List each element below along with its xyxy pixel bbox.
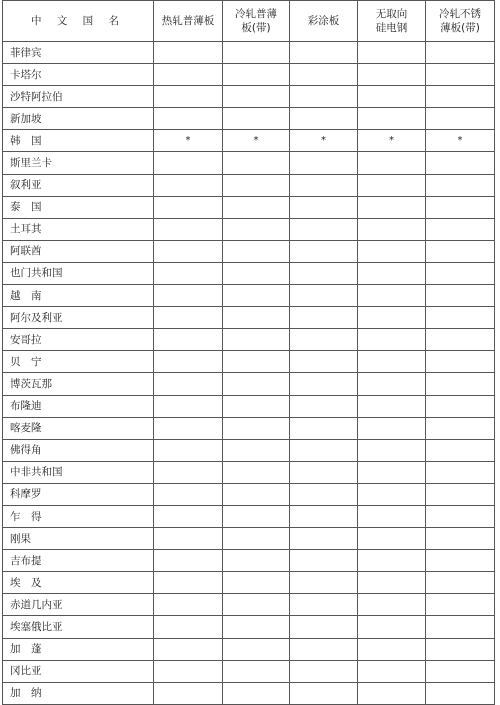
product-mark-cell <box>358 329 426 351</box>
product-mark-cell <box>426 240 495 262</box>
country-steel-table <box>2 0 495 705</box>
product-mark-cell <box>154 395 223 417</box>
table-row <box>3 439 495 461</box>
table-row <box>3 42 495 64</box>
product-mark-cell <box>223 439 290 461</box>
product-mark-cell <box>426 373 495 395</box>
country-name-cell: 加 蓬 <box>3 638 154 660</box>
country-name-cell: 佛得角 <box>3 439 154 461</box>
product-mark-cell <box>290 42 358 64</box>
table-row <box>3 417 495 439</box>
product-mark-cell <box>154 461 223 483</box>
product-mark-cell <box>154 86 223 108</box>
table-row <box>3 285 495 307</box>
product-mark-cell <box>223 174 290 196</box>
table-row <box>3 86 495 108</box>
country-name-cell: 加 纳 <box>3 682 154 704</box>
table-row <box>3 550 495 572</box>
product-mark-cell: * <box>426 130 495 152</box>
header-hot-rolled-label: 热轧普薄板 <box>161 15 215 27</box>
table-row <box>3 594 495 616</box>
product-mark-cell <box>154 351 223 373</box>
table-row <box>3 351 495 373</box>
table-row <box>3 461 495 483</box>
product-mark-cell: * <box>223 130 290 152</box>
product-mark-cell <box>358 262 426 284</box>
product-mark-cell <box>223 240 290 262</box>
product-mark-cell <box>290 660 358 682</box>
product-mark-cell <box>154 439 223 461</box>
country-name-cell: 韩 国 <box>3 130 154 152</box>
product-mark-cell <box>154 483 223 505</box>
product-mark-cell <box>154 638 223 660</box>
header-stainless-sheet <box>426 1 495 42</box>
country-name-cell: 土耳其 <box>3 218 154 240</box>
product-mark-cell <box>358 505 426 527</box>
product-mark-cell <box>223 307 290 329</box>
product-mark-cell <box>223 638 290 660</box>
product-mark-cell <box>223 218 290 240</box>
product-mark-cell <box>223 505 290 527</box>
table-row <box>3 638 495 660</box>
product-mark-cell <box>426 660 495 682</box>
country-name-cell: 中非共和国 <box>3 461 154 483</box>
product-mark-cell <box>290 682 358 704</box>
country-name-cell: 泰 国 <box>3 196 154 218</box>
product-mark-cell <box>223 483 290 505</box>
table-row <box>3 174 495 196</box>
product-mark-cell <box>358 594 426 616</box>
product-mark-cell <box>290 594 358 616</box>
product-mark-cell <box>426 638 495 660</box>
country-name-cell: 吉布提 <box>3 550 154 572</box>
table-row <box>3 572 495 594</box>
product-mark-cell <box>154 108 223 130</box>
table-row <box>3 483 495 505</box>
country-name-cell: 卡塔尔 <box>3 64 154 86</box>
product-mark-cell <box>290 196 358 218</box>
country-name-cell: 新加坡 <box>3 108 154 130</box>
header-coated-label: 彩涂板 <box>307 15 340 27</box>
header-stainless-line1: 冷轧不锈 <box>439 8 481 20</box>
product-mark-cell <box>358 616 426 638</box>
product-mark-cell <box>426 682 495 704</box>
country-name-cell: 安哥拉 <box>3 329 154 351</box>
product-mark-cell <box>154 682 223 704</box>
product-mark-cell <box>290 395 358 417</box>
product-mark-cell <box>223 42 290 64</box>
product-mark-cell <box>290 528 358 550</box>
product-mark-cell <box>290 86 358 108</box>
product-mark-cell <box>358 550 426 572</box>
product-mark-cell <box>426 307 495 329</box>
product-mark-cell <box>223 395 290 417</box>
country-name-cell: 叙利亚 <box>3 174 154 196</box>
table-row <box>3 505 495 527</box>
product-mark-cell: * <box>358 130 426 152</box>
header-hot-rolled-sheet <box>154 1 223 42</box>
product-mark-cell <box>154 218 223 240</box>
product-mark-cell <box>154 64 223 86</box>
country-name-cell: 乍 得 <box>3 505 154 527</box>
header-coated-sheet <box>290 1 358 42</box>
product-mark-cell: * <box>154 130 223 152</box>
product-mark-cell <box>358 218 426 240</box>
header-country: 中 文 国 名 <box>3 1 154 42</box>
product-mark-cell <box>426 572 495 594</box>
country-name-cell: 越 南 <box>3 285 154 307</box>
product-mark-cell <box>290 64 358 86</box>
product-mark-cell <box>154 196 223 218</box>
product-mark-cell <box>426 395 495 417</box>
product-mark-cell <box>290 152 358 174</box>
product-mark-cell <box>358 108 426 130</box>
product-mark-cell <box>358 86 426 108</box>
country-name-cell: 也门共和国 <box>3 262 154 284</box>
product-mark-cell <box>154 505 223 527</box>
product-mark-cell <box>426 218 495 240</box>
product-mark-cell <box>426 285 495 307</box>
product-mark-cell <box>154 660 223 682</box>
product-mark-cell <box>426 461 495 483</box>
product-mark-cell <box>426 64 495 86</box>
product-mark-cell <box>290 417 358 439</box>
header-silicon-line1: 无取向 <box>375 8 408 20</box>
product-mark-cell <box>358 572 426 594</box>
product-mark-cell <box>358 64 426 86</box>
product-mark-cell <box>358 417 426 439</box>
product-mark-cell <box>154 152 223 174</box>
product-mark-cell <box>223 616 290 638</box>
product-mark-cell <box>358 351 426 373</box>
product-mark-cell <box>426 108 495 130</box>
product-mark-cell: * <box>290 130 358 152</box>
product-mark-cell <box>223 594 290 616</box>
product-mark-cell <box>426 351 495 373</box>
product-mark-cell <box>154 550 223 572</box>
product-mark-cell <box>223 351 290 373</box>
product-mark-cell <box>426 174 495 196</box>
product-mark-cell <box>426 417 495 439</box>
product-mark-cell <box>223 660 290 682</box>
table-row <box>3 682 495 704</box>
product-mark-cell <box>358 307 426 329</box>
product-mark-cell <box>154 174 223 196</box>
product-mark-cell <box>290 572 358 594</box>
product-mark-cell <box>223 86 290 108</box>
header-silicon-steel <box>358 1 426 42</box>
product-mark-cell <box>154 262 223 284</box>
product-mark-cell <box>223 528 290 550</box>
table-row <box>3 240 495 262</box>
header-cold-rolled-sheet <box>223 1 290 42</box>
product-mark-cell <box>223 682 290 704</box>
product-mark-cell <box>358 42 426 64</box>
table-row <box>3 307 495 329</box>
table-row <box>3 373 495 395</box>
country-name-cell: 埃 及 <box>3 572 154 594</box>
country-name-cell: 贝 宁 <box>3 351 154 373</box>
product-mark-cell <box>290 218 358 240</box>
product-mark-cell <box>290 505 358 527</box>
product-mark-cell <box>290 550 358 572</box>
product-mark-cell <box>290 240 358 262</box>
product-mark-cell <box>358 240 426 262</box>
header-silicon-line2: 硅电钢 <box>375 22 408 34</box>
product-mark-cell <box>426 329 495 351</box>
product-mark-cell <box>426 196 495 218</box>
product-mark-cell <box>223 285 290 307</box>
product-mark-cell <box>426 483 495 505</box>
country-name-cell: 沙特阿拉伯 <box>3 86 154 108</box>
product-mark-cell <box>358 373 426 395</box>
header-cold-rolled-line1: 冷轧普薄 <box>235 8 277 20</box>
product-mark-cell <box>358 152 426 174</box>
product-mark-cell <box>223 417 290 439</box>
product-mark-cell <box>223 64 290 86</box>
product-mark-cell <box>358 682 426 704</box>
product-mark-cell <box>223 152 290 174</box>
table-row <box>3 218 495 240</box>
product-mark-cell <box>154 417 223 439</box>
product-mark-cell <box>358 395 426 417</box>
product-mark-cell <box>358 174 426 196</box>
country-name-cell: 科摩罗 <box>3 483 154 505</box>
product-mark-cell <box>223 329 290 351</box>
table-row <box>3 196 495 218</box>
product-mark-cell <box>358 461 426 483</box>
product-mark-cell <box>290 307 358 329</box>
product-mark-cell <box>358 439 426 461</box>
product-mark-cell <box>426 505 495 527</box>
table-row <box>3 64 495 86</box>
product-mark-cell <box>223 108 290 130</box>
country-name-cell: 埃塞俄比亚 <box>3 616 154 638</box>
country-name-cell: 阿联酋 <box>3 240 154 262</box>
product-mark-cell <box>358 660 426 682</box>
product-mark-cell <box>223 196 290 218</box>
header-row <box>3 1 495 42</box>
table-row <box>3 395 495 417</box>
product-mark-cell <box>426 439 495 461</box>
product-mark-cell <box>358 638 426 660</box>
table-body <box>3 42 495 705</box>
product-mark-cell <box>290 329 358 351</box>
product-mark-cell <box>290 483 358 505</box>
table-row <box>3 152 495 174</box>
table-row <box>3 616 495 638</box>
product-mark-cell <box>154 42 223 64</box>
product-mark-cell <box>154 285 223 307</box>
header-stainless-line2: 薄板(带) <box>440 22 480 34</box>
table-row <box>3 329 495 351</box>
product-mark-cell <box>154 329 223 351</box>
country-name-cell: 阿尔及利亚 <box>3 307 154 329</box>
product-mark-cell <box>290 461 358 483</box>
product-mark-cell <box>223 373 290 395</box>
product-mark-cell <box>290 616 358 638</box>
product-mark-cell <box>223 262 290 284</box>
table-row <box>3 108 495 130</box>
product-mark-cell <box>154 307 223 329</box>
product-mark-cell <box>154 528 223 550</box>
product-mark-cell <box>358 196 426 218</box>
country-name-cell: 喀麦隆 <box>3 417 154 439</box>
country-name-cell: 博茨瓦那 <box>3 373 154 395</box>
product-mark-cell <box>426 152 495 174</box>
country-name-cell: 菲律宾 <box>3 42 154 64</box>
product-mark-cell <box>426 550 495 572</box>
product-mark-cell <box>223 550 290 572</box>
product-mark-cell <box>154 572 223 594</box>
product-mark-cell <box>358 285 426 307</box>
country-name-cell: 冈比亚 <box>3 660 154 682</box>
product-mark-cell <box>154 373 223 395</box>
product-mark-cell <box>290 638 358 660</box>
product-mark-cell <box>358 483 426 505</box>
product-mark-cell <box>426 528 495 550</box>
table-row <box>3 660 495 682</box>
product-mark-cell <box>223 572 290 594</box>
product-mark-cell <box>154 240 223 262</box>
country-name-cell: 斯里兰卡 <box>3 152 154 174</box>
product-mark-cell <box>290 108 358 130</box>
product-mark-cell <box>426 86 495 108</box>
product-mark-cell <box>290 351 358 373</box>
product-mark-cell <box>426 262 495 284</box>
product-mark-cell <box>290 174 358 196</box>
country-name-cell: 刚果 <box>3 528 154 550</box>
product-mark-cell <box>290 285 358 307</box>
header-cold-rolled-line2: 板(带) <box>241 22 271 34</box>
product-mark-cell <box>154 616 223 638</box>
table-row <box>3 528 495 550</box>
product-mark-cell <box>358 528 426 550</box>
product-mark-cell <box>290 262 358 284</box>
product-mark-cell <box>290 373 358 395</box>
product-mark-cell <box>223 461 290 483</box>
country-name-cell: 赤道几内亚 <box>3 594 154 616</box>
product-mark-cell <box>426 42 495 64</box>
product-mark-cell <box>426 616 495 638</box>
table-row <box>3 262 495 284</box>
table-row <box>3 130 495 152</box>
product-mark-cell <box>426 594 495 616</box>
product-mark-cell <box>290 439 358 461</box>
country-name-cell: 布隆迪 <box>3 395 154 417</box>
product-mark-cell <box>154 594 223 616</box>
